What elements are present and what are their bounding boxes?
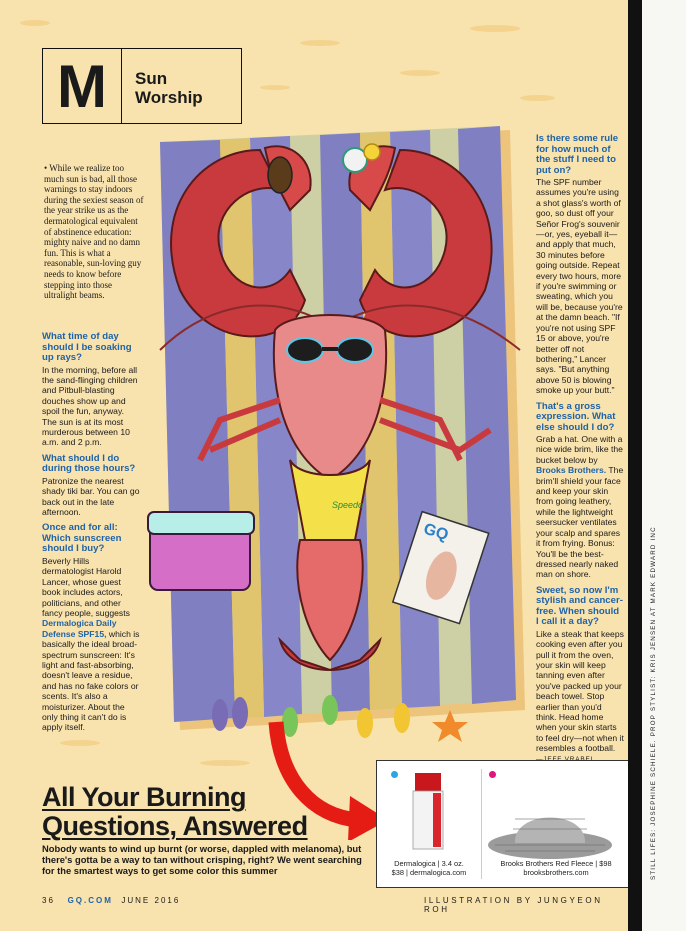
article-dek: Nobody wants to wind up burnt (or worse, dappled with melanoma), but there's gotta be a way to tan without crisping, right? We went searching for the smartest ways to get some color this summer — [42, 843, 362, 876]
sand-texture — [200, 760, 250, 766]
headline-line: Questions, Answered — [42, 811, 308, 841]
caption-line: $38 | dermalogica.com — [391, 868, 467, 877]
answer-text: Like a steak that keeps cooking even after you pull it from the oven, your skin will keep tanning even after you've packed up your beach towel. Stop earlier than you'd think. Head home when your skin starts to feel dry—not when it resembles a football. — [536, 628, 624, 754]
question-heading: What time of day should I be soaking up rays? — [42, 331, 132, 363]
illustration-credit: ILLUSTRATION BY JUNGYEON ROH — [424, 896, 603, 914]
question-heading: Sweet, so now I'm stylish and cancer-free. When should I call it a day? — [536, 584, 623, 628]
page-footer — [42, 896, 180, 905]
answer-text — [536, 434, 624, 580]
answer-text — [42, 556, 140, 733]
sunscreen-bottle-image[interactable] — [411, 773, 445, 851]
caption-line: Brooks Brothers Red Fleece | $98 — [500, 859, 612, 868]
intro-text: • While we realize too much sun is bad, all those warnings to stay indoors during the sexiest season of the year strike us as the dermatological equivalent of abstinence education: mighty naive and no damn fun. This is what a reasonable, sun-loving guy needs to know before stepping into those ultralight beams. — [44, 163, 144, 301]
sand-texture — [400, 70, 440, 76]
product-divider — [481, 769, 482, 879]
question-heading: What should I do during those hours? — [42, 452, 136, 475]
answer-text: The SPF number assumes you're using a shot glass's worth of goo, so dust off your Señor Frog's souvenir—or, yes, eyeball it—and apply that much, 30 minutes before going outside. Repeat every two hours, more if you're swimming or sweating, which you will be, because you're at the damn beach. "If you're not using SPF 15 or above, you're better off not bothering," Lancer says. "But anything above 50 is blowing smoke up your butt." — [536, 177, 623, 396]
bucket-hat-image[interactable] — [485, 799, 615, 861]
page-margin — [642, 0, 686, 931]
answer-text-part: Beverly Hills dermatologist Harold Lancer, whose guest book includes actors, politicians, and other fancy people, suggests — [42, 555, 130, 618]
answer-text-part: which is basically the ideal broad-spectrum sunscreen: It's light and fast-absorbing, doesn't leave a residue, and has no fake colors or scents. It's also a moisturizer. About the only thing it can't do is apply itself. — [42, 628, 140, 733]
article-headline — [42, 783, 308, 841]
magazine-title: GQ — [421, 520, 451, 545]
product-caption-dermalogica — [377, 859, 481, 877]
page-edge-bar — [628, 0, 642, 931]
site-name: GQ.COM — [67, 896, 113, 905]
answer-text-part: The brim'll shield your face and keep your skin from going leathery, while the lightweight seersucker ventilates your scalp and spares it from frying. Bonus: You'll be the best-dressed nearly naked man on shore. — [536, 465, 624, 580]
answer-text-part: Grab a hat. One with a nice wide brim, like the bucket below by — [536, 434, 623, 465]
right-qa-column — [536, 134, 624, 765]
page-number: 36 — [42, 896, 55, 905]
dermalogica-link[interactable]: Dermalogica Daily Defense SPF15, — [42, 618, 117, 639]
caption-line: Dermalogica | 3.4 oz. — [394, 859, 464, 868]
intro-column — [44, 163, 144, 307]
sand-texture — [470, 25, 520, 32]
left-qa-column — [42, 332, 140, 739]
caption-line: brooksbrothers.com — [523, 868, 589, 877]
answer-text: In the morning, before all the sand-flinging children and Pitbull-blasting douches show up and spoil the fun, anyway. The sun is at its most murderous between 10 a.m. and 2 p.m. — [42, 364, 138, 448]
sand-texture — [520, 95, 555, 101]
question-heading: Once and for all: Which sunscreen should I buy? — [42, 522, 122, 555]
speedo-logo: Speedo — [332, 500, 364, 510]
section-header — [42, 48, 242, 124]
headline-line: All Your Burning — [42, 782, 246, 812]
product-panel — [376, 760, 628, 888]
section-letter: M — [43, 49, 122, 123]
sand-texture — [60, 740, 100, 746]
answer-text: Patronize the nearest shady tiki bar. You can go back out in the late afternoon. — [42, 475, 140, 517]
product-dot — [391, 771, 398, 778]
sand-texture — [260, 85, 290, 90]
photo-credit: STILL LIFES: JOSEPHINE SCHIELE. PROP STYLIST: KRIS JENSEN AT MARK EDWARD INC — [650, 526, 657, 880]
lobster-illustration — [140, 120, 530, 745]
product-caption-brooks-brothers — [483, 859, 628, 877]
question-heading: That's a gross expression. What else should I do? — [536, 400, 616, 433]
issue-date: JUNE 2016 — [121, 896, 181, 905]
product-dot — [489, 771, 496, 778]
question-heading: Is there some rule for how much of the stuff I need to put on? — [536, 133, 619, 176]
section-title: Sun Worship — [135, 69, 203, 107]
brooks-brothers-link[interactable]: Brooks Brothers. — [536, 465, 607, 476]
sand-texture — [300, 40, 340, 46]
sand-texture — [20, 20, 50, 26]
